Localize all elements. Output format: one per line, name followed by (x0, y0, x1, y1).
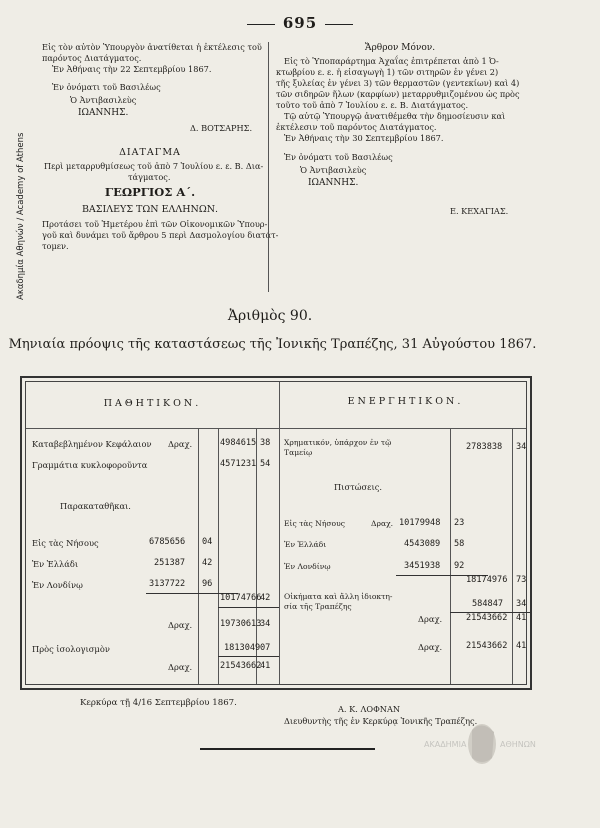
left-text-line: Προτάσει τοῦ Ἡμετέρου ἐπὶ τῶν Οἰκονομικῶν Ὑπουρ- (42, 219, 268, 229)
deposits-london-value: 3137722 (149, 579, 186, 589)
right-sum-cents: 41 (516, 613, 527, 623)
deposits-islands-value: 6785656 (149, 537, 186, 547)
left-grand-cents: 41 (260, 661, 271, 671)
column-divider (268, 42, 269, 292)
seal-text: ΑΚΑΔΗΜΙΑ (424, 740, 467, 749)
capital-label: Καταβεβλημένον Κεφάλαιον (32, 439, 152, 449)
deposits-total-cents: 42 (260, 593, 271, 603)
rule (512, 428, 513, 684)
currency-label: Δραχ. (168, 662, 193, 672)
notes-value: 4571231 (220, 459, 257, 469)
signature: Δ. ΒΟΤΣΑΡΗΣ. (190, 123, 253, 133)
rule (218, 428, 219, 684)
right-text-line: ἐκτέλεσιν τοῦ παρόντος Διατάγματος. (276, 122, 437, 132)
header-rule (26, 428, 526, 429)
right-text-line: Ἐν ὀνόματι τοῦ Βασιλέως (284, 152, 393, 162)
number-title: Ἀριθμὸς 90. (227, 308, 313, 324)
king-title: ΒΑΣΙΛΕΥΣ ΤΩΝ ΕΛΛΗΝΩΝ. (81, 204, 219, 215)
capital-value: 4984615 (220, 438, 257, 448)
academy-seal (424, 718, 534, 770)
underline (218, 656, 279, 657)
signature: Ε. ΚΕΧΑΓΙΑΣ. (450, 206, 509, 216)
balance-sheet-table (20, 376, 532, 690)
currency-label: Δραχ. (168, 439, 193, 449)
notes-cents: 54 (260, 459, 271, 469)
deposits-greece-cents: 42 (202, 558, 213, 568)
deposits-greece-value: 251387 (154, 558, 186, 568)
credits-total: 18174976 (466, 575, 508, 585)
left-sum-value: 19730613 (220, 619, 262, 629)
credits-heading: Πιστώσεις. (334, 482, 383, 492)
buildings-cents: 34 (516, 599, 527, 609)
capital-cents: 38 (260, 438, 271, 448)
currency-label: Δραχ. (418, 642, 443, 652)
cash-label: Χρηματικόν, ὑπάρχον ἐν τῷ (284, 438, 392, 447)
credits-london-label: Ἐν Λονδίνῳ (284, 562, 331, 571)
credits-islands-value: 10179948 (399, 518, 441, 528)
credits-total-cents: 73 (516, 575, 527, 585)
credits-london-value: 3451938 (404, 561, 441, 571)
currency-label: Δραχ. (418, 614, 443, 624)
balance-cents: 07 (260, 643, 271, 653)
left-text-line: Περὶ μεταρρυθμίσεως τοῦ ἀπὸ 7 Ἰουλίου ε. ε. Β. Δια- (44, 161, 264, 171)
rule (198, 428, 199, 684)
right-grand-total: 21543662 (466, 641, 508, 651)
deposits-islands-label: Εἰς τὰς Νήσους (32, 538, 99, 548)
right-text-line: ΙΩΑΝΝΗΣ. (308, 178, 359, 188)
table-frame (25, 381, 527, 685)
cash-cents: 34 (516, 442, 527, 452)
right-text-line: τῆς ξυλείας ἐν γένει 3) τῶν θερμαστῶν (γεντεκίων) καὶ 4) (276, 78, 520, 88)
director-title: Διευθυντὴς τῆς ἐν Κερκύρᾳ Ἰονικῆς Τραπέζης. (284, 716, 478, 726)
left-text-line: τάγματος. (128, 172, 171, 182)
decree-heading: ΔΙΑΤΑΓΜΑ (119, 147, 181, 158)
buildings-value: 584847 (472, 599, 504, 609)
footer-rule (200, 748, 375, 750)
liabilities-header: ΠΑΘΗΤΙΚΟΝ. (103, 398, 202, 409)
seal-text: ΑΘΗΝΩΝ (500, 740, 536, 749)
buildings-label: σία τῆς Τραπέζης (284, 602, 352, 611)
cash-value: 2783838 (466, 442, 503, 452)
credits-islands-cents: 23 (454, 518, 465, 528)
assets-header: ΕΝΕΡΓΗΤΙΚΟΝ. (347, 396, 464, 407)
right-text-line: κτωβρίου ε. ε. ἡ εἰσαγωγὴ 1) τῶν σιτηρῶν ἐν γένει 2) (276, 67, 499, 77)
king-name: ΓΕΩΡΓΙΟΣ Α΄. (104, 185, 196, 199)
cash-label: Ταμείῳ (284, 448, 313, 457)
balance-label: Πρὸς ἰσολογισμὸν (32, 644, 110, 654)
page-number: 695 (0, 14, 600, 32)
left-sum-cents: 34 (260, 619, 271, 629)
credits-greece-value: 4543089 (404, 539, 441, 549)
left-text-line: Ὁ Ἀντιβασιλεὺς (70, 95, 137, 105)
credits-greece-label: Ἐν Ἑλλάδι (284, 540, 327, 549)
left-grand-total: 21543662 (220, 661, 262, 671)
director-name: Α. Κ. ΛΟΦΝΑΝ (338, 704, 401, 714)
buildings-label: Οἰκήματα καὶ ἄλλη ἰδιοκτη- (284, 592, 393, 601)
currency-label: Δραχ. (168, 620, 193, 630)
deposits-total: 10174766 (220, 593, 262, 603)
left-text-line: ΙΩΑΝΝΗΣ. (78, 108, 129, 118)
right-text-line: Τῷ αὐτῷ Ὑπουργῷ ἀνατιθέμεθα τὴν δημοσίευσιν καὶ (284, 111, 506, 121)
right-text-line: Ἐν Ἀθήναις τὴν 30 Σεπτεμβρίου 1867. (284, 133, 444, 143)
deposits-greece-label: Ἐν Ἑλλάδι (32, 559, 79, 569)
deposits-london-cents: 96 (202, 579, 213, 589)
underline (218, 607, 279, 608)
right-text-line: τῶν σιδηρῶν ἥλων (καρφίων) μεταρρυθμιζομένου ὡς πρὸς (276, 89, 520, 99)
watermark-text: Ακαδημία Αθηνών / Academy of Athens (16, 132, 26, 300)
credits-islands-label: Εἰς τὰς Νήσους (284, 519, 346, 528)
left-text-line: γοῦ καὶ δυνάμει τοῦ ἄρθρου 5 περὶ Δασμολογίου διατάτ- (42, 230, 279, 240)
deposits-islands-cents: 04 (202, 537, 213, 547)
left-text-line: τομεν. (42, 241, 69, 251)
rule (450, 428, 451, 684)
balance-value: 1813049 (224, 643, 261, 653)
credits-greece-cents: 58 (454, 539, 465, 549)
right-sum-value: 21543662 (466, 613, 508, 623)
right-text-line: τοῦτο τοῦ ἀπὸ 7 Ἰουλίου ε. ε. Β. Διατάγματος. (276, 100, 469, 110)
currency-label: Δραχ. (371, 519, 394, 528)
left-text-line: Εἰς τὸν αὐτὸν Ὑπουργὸν ἀνατίθεται ἡ ἐκτέλεσις τοῦ (42, 42, 262, 52)
deposits-london-label: Ἐν Λονδίνῳ (32, 580, 83, 590)
right-text-line: Ὁ Ἀντιβασιλεὺς (300, 165, 367, 175)
right-grand-cents: 41 (516, 641, 527, 651)
left-text-line: Ἐν Ἀθήναις τὴν 22 Σεπτεμβρίου 1867. (52, 64, 212, 74)
left-text-line: Ἐν ὀνόματι τοῦ Βασιλέως (52, 82, 161, 92)
report-title: Μηνιαία πρόοψις τῆς καταστάσεως τῆς Ἰονικῆς Τραπέζης, 31 Αὐγούστου 1867. (8, 337, 537, 352)
deposits-heading: Παρακαταθῆκαι. (60, 501, 131, 511)
right-text-line: Εἰς τὸ Ὑποπαράρτημα Ἀχαΐας ἐπιτρέπεται ἀπὸ 1 Ὀ- (284, 56, 499, 66)
notes-label: Γραμμάτια κυκλοφοροῦντα (32, 460, 148, 470)
place-date: Κερκύρα τῇ 4/16 Σεπτεμβρίου 1867. (80, 698, 237, 708)
left-text-line: παρόντος Διατάγματος. (42, 53, 142, 63)
credits-london-cents: 92 (454, 561, 465, 571)
watermark (16, 40, 30, 300)
article-heading: Ἄρθρον Μόνον. (364, 43, 436, 53)
